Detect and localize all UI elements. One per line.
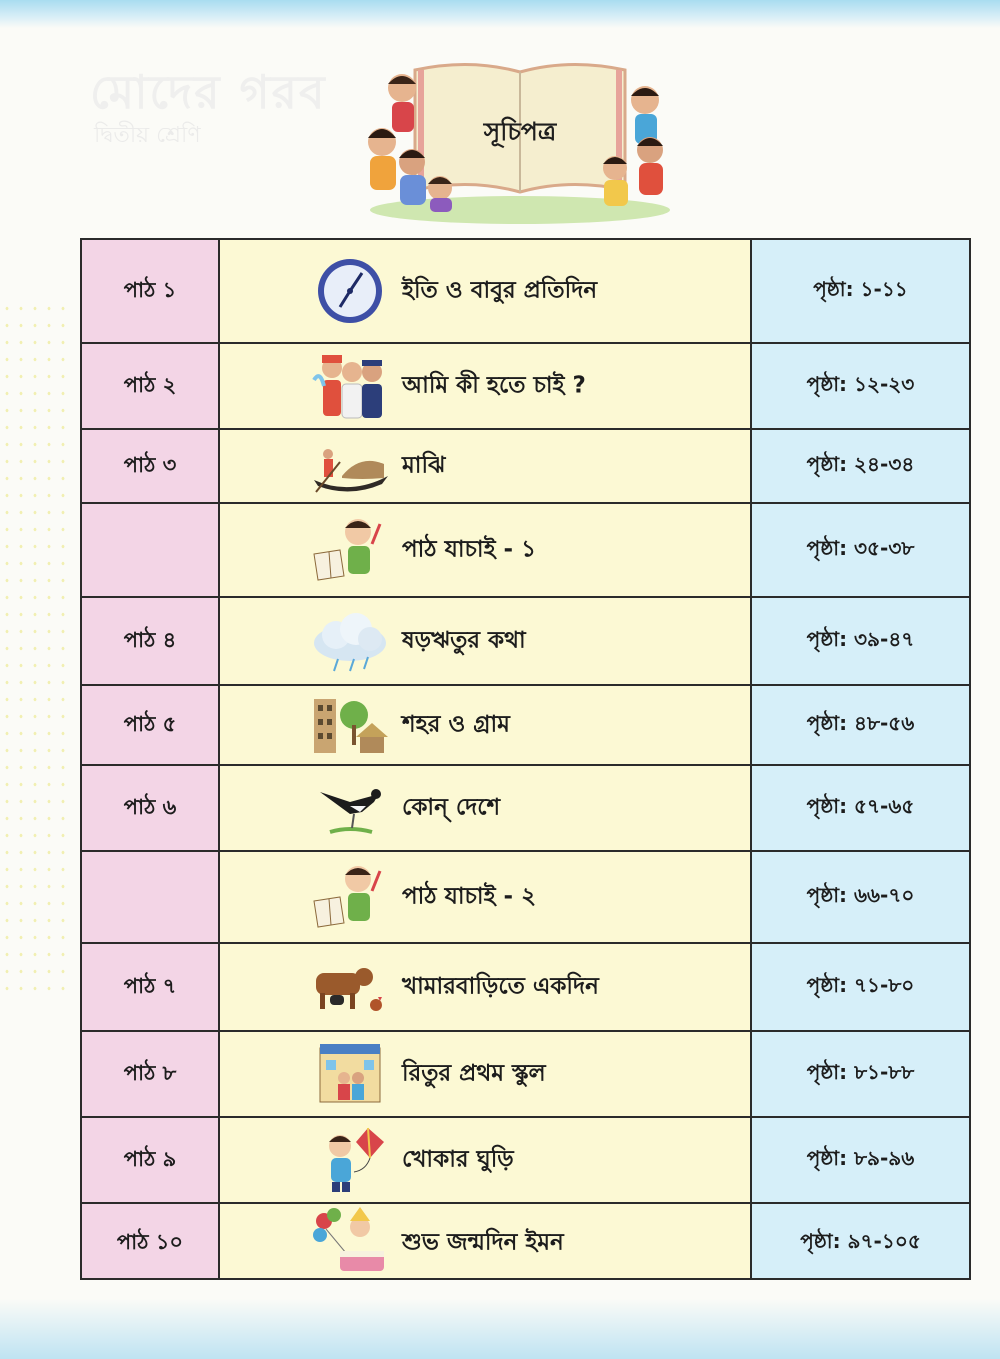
clock-icon <box>310 255 390 327</box>
page-range: পৃষ্ঠা: ৮৯-৯৬ <box>752 1118 969 1204</box>
contents-header <box>360 50 680 225</box>
table-row <box>220 1204 750 1282</box>
lesson-title: রিতুর প্রথম স্কুল <box>402 1060 546 1087</box>
page-range: পৃষ্ঠা: ৭১-৮০ <box>752 944 969 1032</box>
lesson-title: পাঠ যাচাই - ১ <box>402 536 537 563</box>
page-range: পৃষ্ঠা: ৪৮-৫৬ <box>752 686 969 766</box>
lesson-title: শহর ও গ্রাম <box>402 711 510 738</box>
lesson-title: কোন্ দেশে <box>402 794 501 821</box>
page-range: পৃষ্ঠা: ৩৯-৪৭ <box>752 598 969 686</box>
lesson-cell: পাঠ ১ <box>82 240 218 344</box>
lesson-title: আমি কী হতে চাই ? <box>402 372 586 399</box>
top-decor-band <box>0 0 1000 28</box>
page-range: পৃষ্ঠা: ৯৭-১০৫ <box>800 1228 921 1253</box>
lesson-cell: পাঠ ৫ <box>82 686 218 766</box>
lesson-title: খোকার ঘুড়ি <box>402 1146 514 1173</box>
table-row <box>220 240 750 344</box>
table-row <box>220 686 750 766</box>
table-row <box>220 1118 750 1204</box>
table-row <box>220 504 750 598</box>
page-range: পৃষ্ঠা: ৬৬-৭০ <box>752 852 969 944</box>
lesson-title: খামারবাড়িতে একদিন <box>402 973 599 1000</box>
lesson-title: মাঝি <box>402 452 446 479</box>
birthday-icon <box>310 1207 390 1279</box>
student-book-icon <box>310 514 390 586</box>
lesson-cell <box>82 852 218 944</box>
lesson-title: ষড়ঋতুর কথা <box>402 627 526 654</box>
lesson-cell <box>82 504 218 598</box>
lesson-column <box>82 240 220 1278</box>
lesson-cell: পাঠ ২ <box>82 344 218 430</box>
lesson-cell: পাঠ ৮ <box>82 1032 218 1118</box>
farm-animals-icon <box>310 951 390 1023</box>
table-row <box>220 598 750 686</box>
boat-icon <box>310 430 390 502</box>
table-row <box>220 344 750 430</box>
school-icon <box>310 1038 390 1110</box>
professions-icon <box>310 350 390 422</box>
page-range: পৃষ্ঠা: ৮১-৮৮ <box>752 1032 969 1118</box>
table-row <box>220 852 750 944</box>
page-range: পৃষ্ঠা: ৫৭-৬৫ <box>752 766 969 852</box>
lesson-cell: পাঠ ৭ <box>82 944 218 1032</box>
bleed-through-title: মোদের গরব <box>90 65 327 119</box>
page-column <box>752 240 969 1278</box>
magpie-bird-icon <box>310 772 390 844</box>
page-range: পৃষ্ঠা: ১-১১ <box>752 240 969 344</box>
table-row <box>220 1032 750 1118</box>
town-village-icon <box>310 689 390 761</box>
kite-boy-icon <box>310 1124 390 1196</box>
lesson-cell: পাঠ ৯ <box>82 1118 218 1204</box>
lesson-title: শুভ জন্মদিন ইমন <box>402 1229 564 1256</box>
lesson-cell: পাঠ ১০ <box>116 1229 184 1254</box>
lesson-title: ইতি ও বাবুর প্রতিদিন <box>402 277 598 304</box>
lesson-cell: পাঠ ৬ <box>82 766 218 852</box>
lesson-cell: পাঠ ৪ <box>82 598 218 686</box>
table-row <box>220 430 750 504</box>
table-row <box>220 766 750 852</box>
lesson-title: পাঠ যাচাই - ২ <box>402 883 537 910</box>
bleed-through-subtitle: দ্বিতীয় শ্রেণি <box>94 123 201 148</box>
background-speckle <box>0 300 70 1000</box>
student-book-icon <box>310 861 390 933</box>
page-range: পৃষ্ঠা: ১২-২৩ <box>752 344 969 430</box>
contents-table <box>80 238 971 1280</box>
cloud-icon <box>310 605 390 677</box>
title-column <box>220 240 752 1278</box>
page-range: পৃষ্ঠা: ২৪-৩৪ <box>752 430 969 504</box>
table-row <box>220 944 750 1032</box>
lesson-cell: পাঠ ৩ <box>82 430 218 504</box>
bottom-decor-band <box>0 1299 1000 1359</box>
page-title: সূচিপত্র <box>483 117 557 146</box>
page-range: পৃষ্ঠা: ৩৫-৩৮ <box>752 504 969 598</box>
